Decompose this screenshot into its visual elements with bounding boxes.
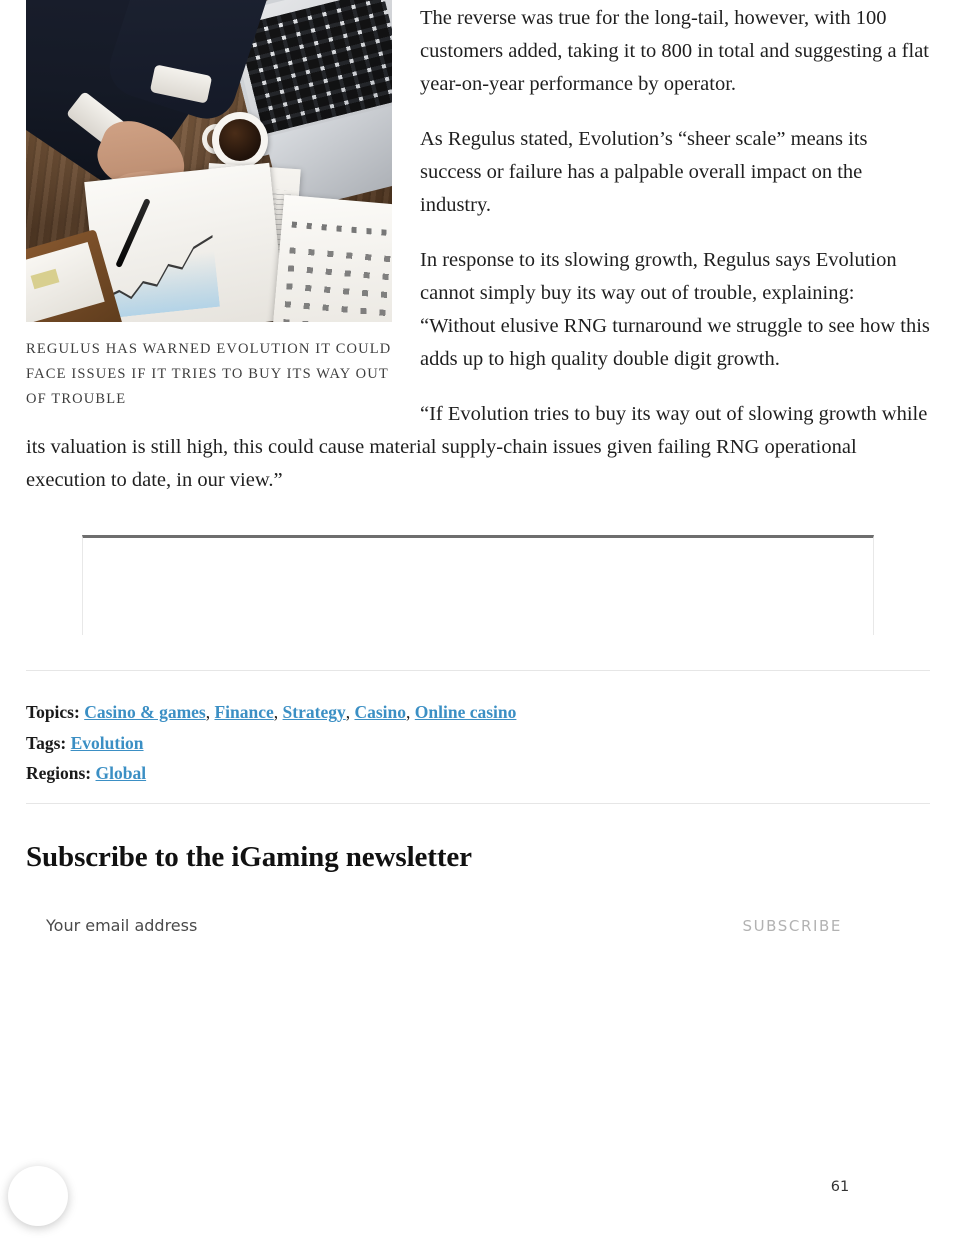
list-separator: ,: [273, 702, 279, 722]
tags-row: [26, 728, 930, 759]
tag-link[interactable]: Evolution: [70, 732, 144, 753]
tags-label: Tags:: [26, 732, 67, 753]
newsletter-form: [26, 912, 930, 939]
article-paragraph: “If Evolution tries to buy its way out of slowing growth while its valuation is still high, this could cause material supply-chain issues given failing RNG operational execution to date, in our view.”: [26, 403, 928, 491]
article-figure: [26, 0, 392, 412]
topic-link[interactable]: Online casino: [414, 702, 517, 722]
photo-calendar-weekday-row: [292, 221, 392, 236]
photo-coffee-liquid: [219, 119, 261, 161]
meta-divider-top: [26, 670, 930, 671]
article-taxonomy: [26, 697, 930, 789]
regions-label: Regions:: [26, 763, 92, 783]
topics-links: [84, 702, 516, 722]
topic-link[interactable]: Casino & games: [84, 702, 206, 722]
list-separator: ,: [205, 702, 211, 722]
newsletter-title: Subscribe to the iGaming newsletter: [26, 841, 472, 873]
list-separator: ,: [406, 702, 411, 722]
topics-row: [26, 697, 930, 728]
figure-photo: [26, 0, 392, 322]
article-body: [26, 0, 930, 519]
topic-link[interactable]: Casino: [354, 702, 407, 722]
article-paragraph: In response to its slowing growth, Regulus says Evolution cannot simply buy its way out of trouble, explaining: “Without elusive RNG turnaround we struggle to see how this adds up to high quality double digit growth.: [420, 249, 930, 370]
article-paragraph: As Regulus stated, Evolution’s “sheer scale” means its success or failure has a palpable overall impact on the industry.: [420, 128, 868, 216]
photo-line-chart-stroke: [100, 227, 220, 318]
photo-calendar: [272, 195, 392, 322]
meta-divider-bottom: [26, 803, 930, 804]
topic-link[interactable]: Strategy: [282, 702, 346, 722]
floating-action-button[interactable]: [8, 1166, 68, 1226]
article-paragraph: The reverse was true for the long-tail, however, with 100 customers added, taking it to 800 in total and suggesting a flat year-on-year performance by operator.: [420, 7, 929, 95]
subscribe-button[interactable]: SUBSCRIBE: [736, 913, 848, 939]
photo-calendar-date-grid: [283, 241, 392, 322]
email-field[interactable]: [26, 912, 566, 939]
page-number: 61: [830, 1179, 850, 1195]
embedded-content-placeholder: [82, 535, 874, 635]
embed-frame: [82, 535, 874, 635]
list-separator: ,: [345, 702, 351, 722]
regions-row: [26, 758, 930, 789]
topics-label: Topics:: [26, 702, 80, 722]
figure-caption: REGULUS HAS WARNED EVOLUTION IT COULD FACE ISSUES IF IT TRIES TO BUY ITS WAY OUT OF TROUBLE: [26, 341, 392, 407]
topic-link[interactable]: Finance: [214, 702, 274, 722]
region-link[interactable]: Global: [95, 763, 147, 783]
newsletter-signup: [26, 838, 930, 939]
